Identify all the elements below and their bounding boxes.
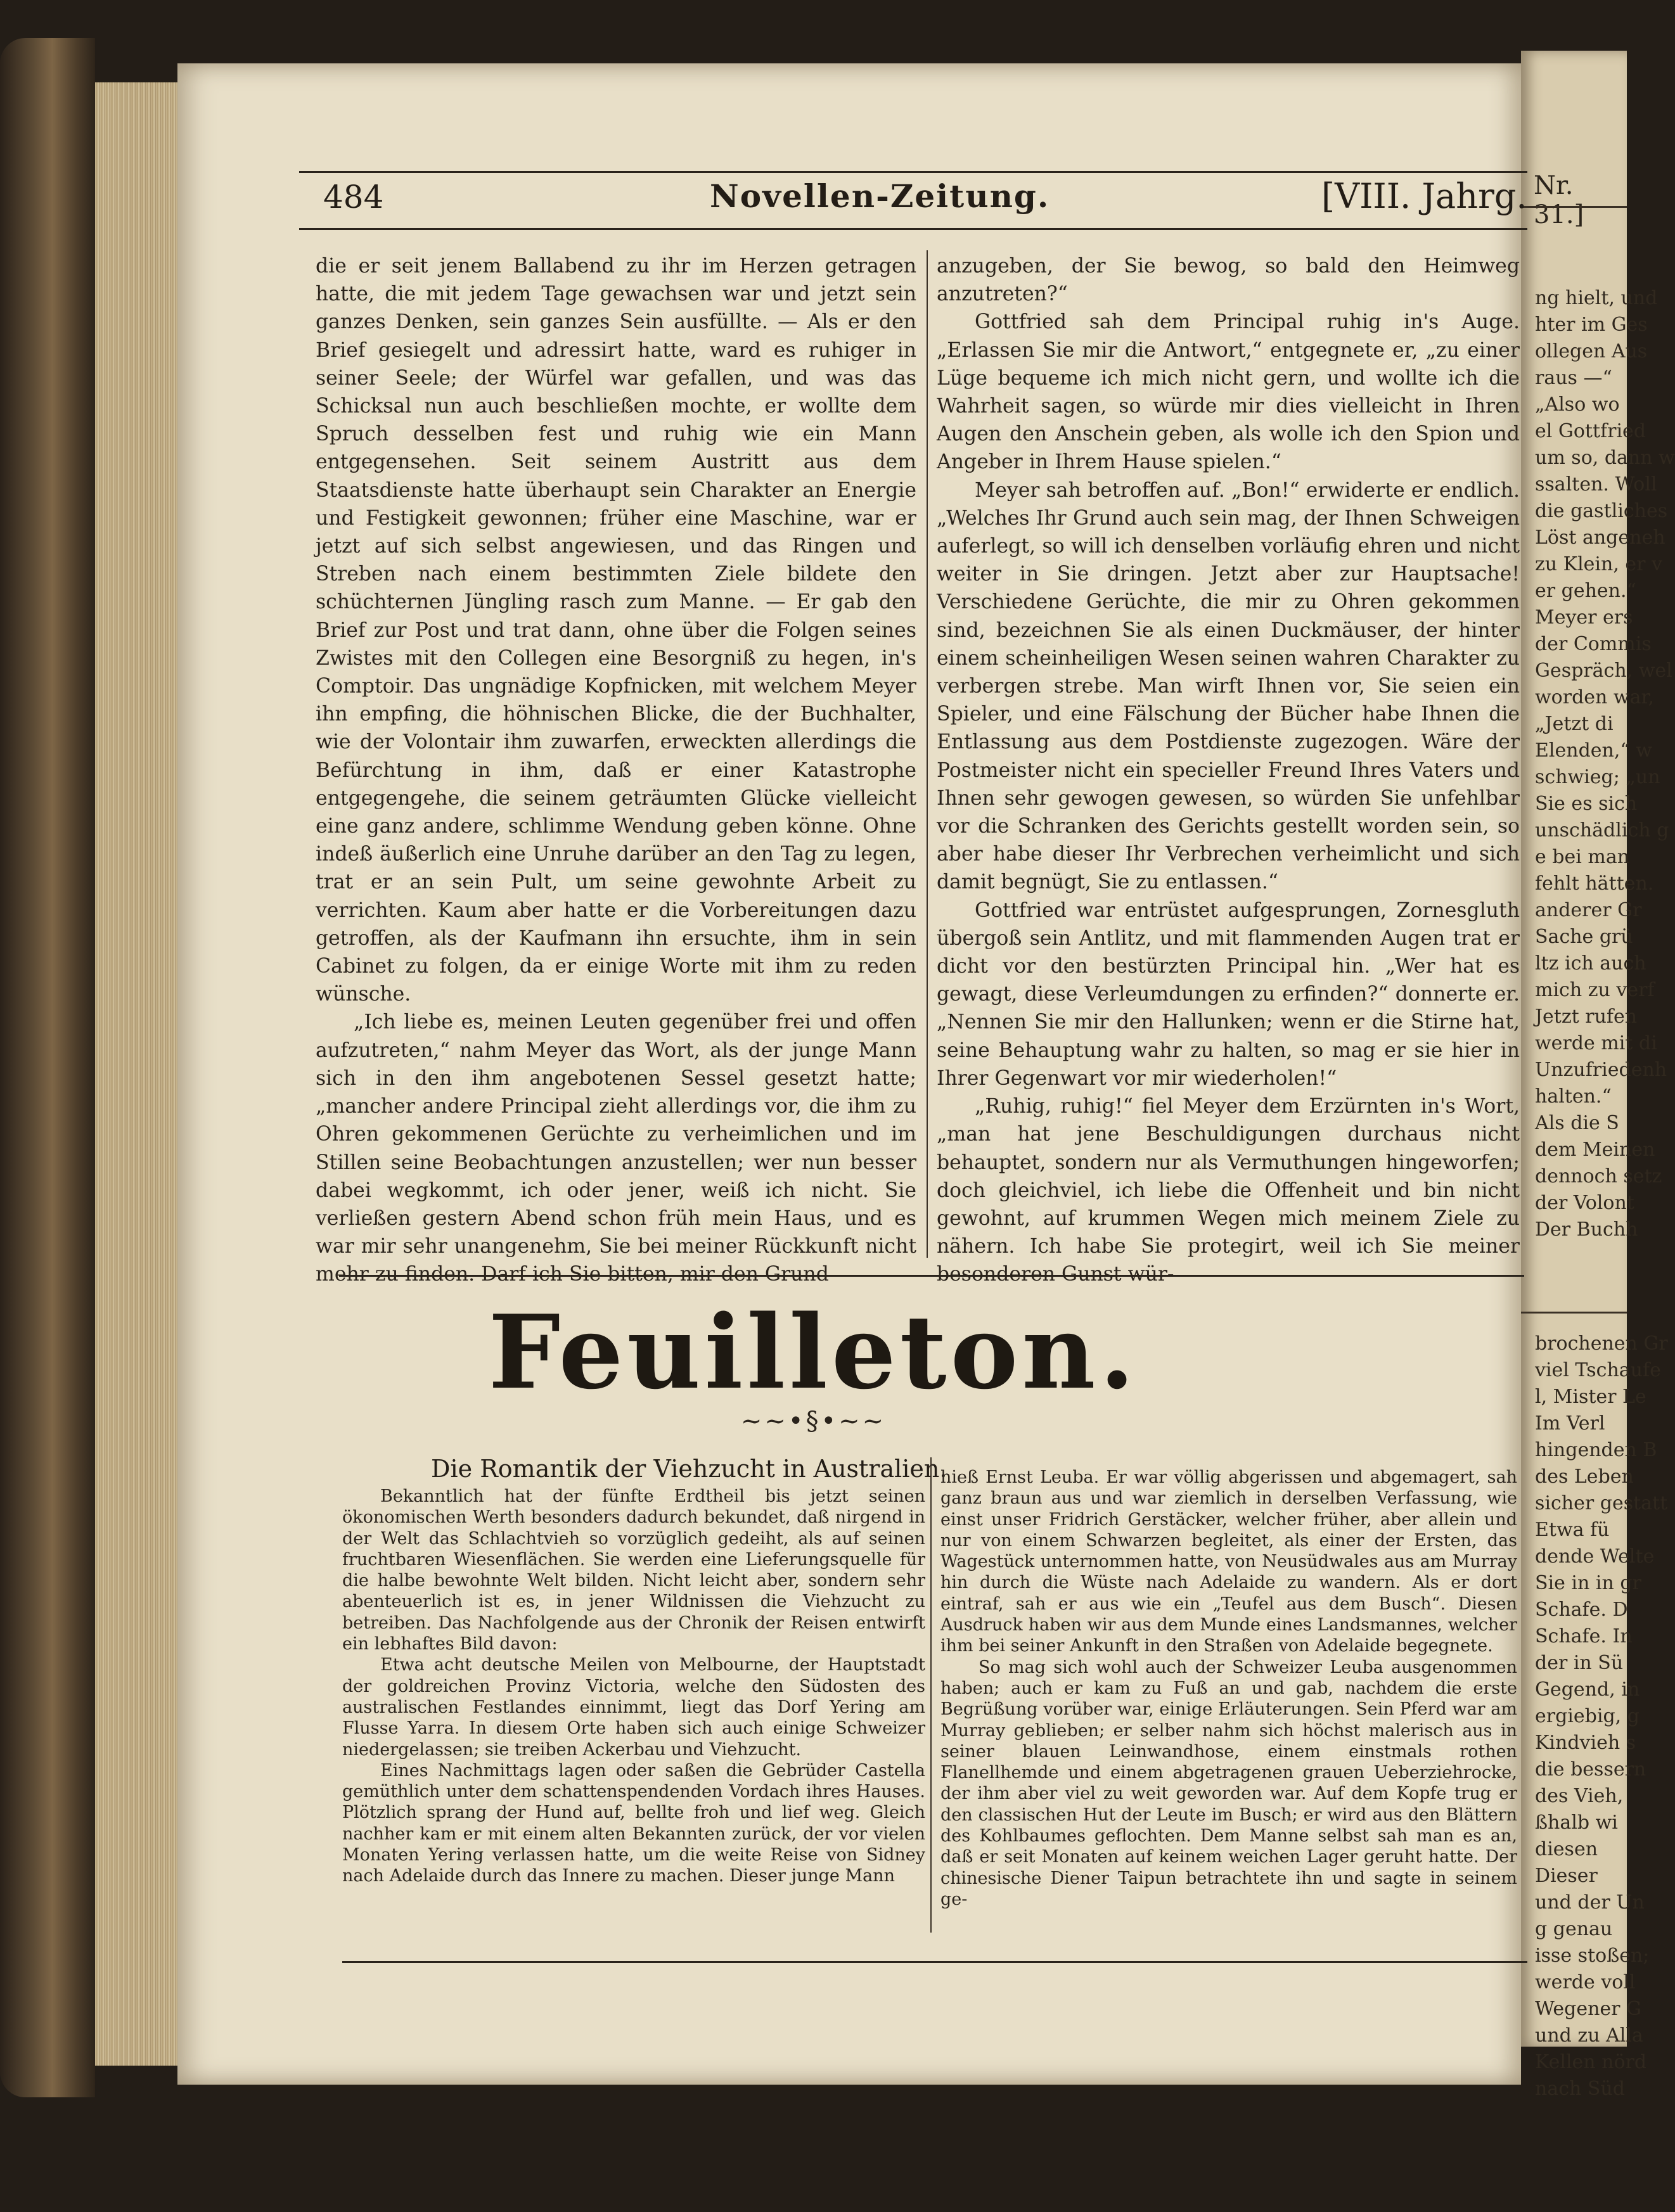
novel-paragraph: die er seit jenem Ballabend zu ihr im Herzen getragen hatte, die mit jedem Tage gewachsen war und jetzt sein ganzes Denken, sein ganzes Sein ausfüllte. — Als er den Brief gesiegelt und adressirt hatte, ward es ruhiger in seiner Seele; der Würfel war gefallen, und was das Schicksal nun auch beschließen mochte, er wollte dem Spruch desselben fest und ruhig wie ein Mann entgegensehen. Seit seinem Austritt aus dem Staatsdienste hatte überhaupt sein Charakter an Energie und Festigkeit gewonnen; früher eine Maschine, war er jetzt auf sich selbst angewiesen, und das Ringen und Streben nach einem bestimmten Ziele bildete den schüchternen Jüngling rasch zum Manne. — Er gab den Brief zur Post und trat dann, ohne über die Folgen seines Zwistes mit den Collegen eine Besorgniß zu hegen, in's Comptoir. Das ungnädige Kopfnicken, mit welchem Meyer ihn empfing, die höhnischen Blicke, die der Buchhalter, wie der Volontair ihm zuwarfen, erweckten allerdings die Befürchtung in ihm, daß er einer Katastrophe entgegengehe, die seinem geträumten Glücke vielleicht eine ganz andere, schlimme Wendung geben könne. Ohne indeß äußerlich eine Unruhe darüber an den Tag zu legen, trat er an sein Pult, um seine gewohnte Arbeit zu verrichten. Kaum aber hatte er die Vorbereitungen dazu getroffen, als der Kaufmann ihn ersuchte, ihm in sein Cabinet zu folgen, da er einige Worte mit ihm zu reden wünsche. [316,255,916,1006]
adjacent-text-line: Löst angeneh [1535,527,1665,549]
adjacent-text-line: die gastliches [1535,500,1668,522]
journal-title: Novellen-Zeitung. [710,177,1050,215]
adjacent-text-line: hter im Ges [1535,314,1648,336]
header-bottom-rule [299,228,1527,230]
adjacent-text-line: Der Buchh [1535,1218,1638,1241]
adjacent-text-line: des Leben [1535,1466,1634,1488]
adjacent-text-line: werde mit di [1535,1032,1657,1054]
page-bottom-rule [342,1961,1527,1963]
adjacent-text-line: sicher gestatt [1535,1492,1668,1514]
adjacent-text-line: nach Süd [1535,2078,1625,2100]
adjacent-text-line: Jetzt rufen [1535,1006,1638,1028]
feuilleton-paragraph: Eines Nachmittags lagen oder saßen die Gebrüder Castella gemüthlich unter dem schattenspendenden Vordach ihres Hauses. Plötzlich sprang der Hund auf, bellte froh und lief weg. Gleich nachher kam er mit einem alten Bekannten zurück, der vor vielen Monaten Yering verlassen hatte, um die weite Reise von Sidney nach Adelaide durch das Innere zu machen. Dieser junge Mann [342,1760,925,1886]
adjacent-text-line: hingenden B [1535,1439,1657,1461]
adjacent-text-line: Gespräch, wel [1535,660,1672,682]
article-title: Die Romantik der Viehzucht in Australien. [431,1455,947,1483]
adjacent-text-line: brochenen Gr [1535,1333,1668,1355]
feuilleton-column-divider [930,1457,932,1933]
adjacent-text-line: Dieser [1535,1865,1598,1887]
adjacent-text-line: Unzufriedenh [1535,1059,1667,1081]
feuilleton-paragraph: Etwa acht deutsche Meilen von Melbourne, der Hauptstadt der goldreichen Provinz Victoria, welche den Südosten des australischen Festlandes einnimmt, liegt das Dorf Yering am Flusse Yarra. In diesem Orte haben sich auch einige Schweizer niedergelassen; sie treiben Ackerbau und Viehzucht. [342,1655,925,1760]
adjacent-text-line: und der Un [1535,1891,1645,1914]
page-edges [95,82,184,2066]
adjacent-text-line: ßhalb wi [1535,1812,1618,1834]
adjacent-text-line: „Also wo [1535,393,1620,416]
feuilleton-left-column [342,1486,925,1887]
ornament-divider: ~~•§•~~ [740,1407,887,1436]
adjacent-text-line: ltz ich auch [1535,952,1646,975]
adjacent-text-line: der in Sü [1535,1652,1624,1674]
feuilleton-paragraph: hieß Ernst Leuba. Er war völlig abgerissen und abgemagert, sah ganz braun aus und war ziemlich in derselben Verfassung, wie einst unser Fridrich Gerstäcker, welcher früher, aber allein und nur von einem Schwarzen begleitet, als einer der Ersten, das Wagestück unternommen hatte, von Neusüdwales aus am Murray hin durch die Wüste nach Adelaide zu wandern. Als er dort eintraf, sah er aus wie ein „Teufel aus dem Busch“. Diesen Ausdruck haben wir aus dem Munde eines Landsmannes, welcher ihm bei seiner Ankunft in den Straßen von Adelaide begegnete. [940,1467,1517,1656]
novel-paragraph: Gottfried sah dem Principal ruhig in's Auge. „Erlassen Sie mir die Antwort,“ entgegnete er, „zu einer Lüge bequeme ich mich nicht gern, und wollte ich die Wahrheit sagen, so würde mir dies vielleicht in Ihren Augen den Anschein geben, als wolle ich den Spion und Angeber in Ihrem Hause spielen.“ [937,310,1520,474]
adjacent-text-line: ssalten. Woll [1535,473,1657,495]
adjacent-text-line: und zu Alla [1535,2024,1643,2047]
adjacent-page [1521,51,1675,2100]
header-top-rule [299,171,1527,173]
adjacent-text-line: Gegend, in [1535,1678,1640,1701]
adjacent-text-line: halten.“ [1535,1085,1612,1108]
adjacent-text-line: Kindvieh s [1535,1732,1636,1754]
adjacent-text-line: fehlt hätten. [1535,873,1654,895]
novel-left-column [316,252,916,1289]
adjacent-text-line: Etwa fü [1535,1519,1610,1541]
adjacent-text-line: zu Klein, er v [1535,553,1662,575]
feuilleton-heading: Feuilleton. [488,1293,1139,1412]
adjacent-text-line: worden war, [1535,686,1655,708]
feuilleton-top-rule [339,1275,1524,1277]
adjacent-text-line: ng hielt, und [1535,287,1658,309]
adjacent-text-line: Wegener G [1535,1998,1642,2020]
adjacent-text-line: schwieg; „un [1535,766,1660,788]
adjacent-text-line: ergiebig, g [1535,1705,1640,1727]
adjacent-text-line: e bei man [1535,846,1630,868]
novel-paragraph: Meyer sah betroffen auf. „Bon!“ erwiderte er endlich. „Welches Ihr Grund auch sein mag, der Ihnen Schweigen auferlegt, so will ich denselben vorläufig ehren und nicht weiter in Sie dringen. Jetzt aber zur Hauptsache! Verschiedene Gerüchte, die mir zu Ohren gekommen sind, bezeichnen Sie als einen Duckmäuser, der hinter einem scheinheiligen Wesen seinen wahren Charakter zu verbergen strebe. Man wirft Ihnen vor, Sie seien ein Spieler, und eine Fälschung der Bücher habe Ihnen die Entlassung aus dem Postdienste zugezogen. Wäre der Postmeister nicht ein specieller Freund Ihres Vaters und Ihnen sehr gewogen gewesen, so würden Sie unfehlbar vor die Schranken des Gerichts gestellt worden sein, so aber habe dieser Ihr Verbrechen verheimlicht und sich damit begnügt, Sie zu entlassen.“ [937,478,1520,894]
adjacent-text-line: Sie es sich [1535,793,1638,815]
adjacent-text-line: dende Welte [1535,1545,1655,1568]
adjacent-text-line: der Commis [1535,633,1652,655]
adjacent-text-line: el Gottfried [1535,420,1646,442]
adjacent-page-header: Nr. 31.] [1534,171,1584,229]
adjacent-text-line: g genau [1535,1918,1613,1940]
adjacent-text-line: unschädlich g [1535,819,1669,841]
volume-label: [VIII. Jahrg. [1321,176,1527,216]
adjacent-upper-text [1535,285,1675,1243]
adjacent-text-line: Meyer ers [1535,606,1633,629]
adjacent-text-line: Schafe. D [1535,1599,1628,1621]
adjacent-text-line: Elenden,“ w [1535,739,1652,762]
adjacent-text-line: des Vieh, [1535,1785,1624,1807]
adjacent-text-line: mich zu verf [1535,979,1655,1001]
adjacent-text-line: Kellen nörd [1535,2051,1647,2073]
novel-paragraph: „Ich liebe es, meinen Leuten gegenüber frei und offen aufzutreten,“ nahm Meyer das Wort, als der junge Mann sich in den ihm angebotenen Sessel gesetzt hatte; „mancher andere Principal zieht allerdings vor, die ihm zu Ohren gekommenen Gerüchte zu verheimlichen und im Stillen seine Beobachtungen anzustellen; wer nun besser dabei wegkommt, ich oder jener, weiß ich nicht. Sie verließen gestern Abend schon früh mein Haus, und es war mir sehr unangenehm, Sie bei meiner Rückkunft nicht mehr zu finden. Darf ich Sie bitten, mir den Grund [316,1011,916,1286]
adjacent-text-line: er gehen.“ [1535,580,1636,602]
adjacent-text-line: dem Meinen [1535,1139,1655,1161]
adjacent-text-line: l, Mister Le [1535,1386,1646,1408]
adjacent-text-line: dennoch setz [1535,1165,1662,1187]
feuilleton-paragraph: So mag sich wohl auch der Schweizer Leuba ausgenommen haben; auch er kam zu Fuß an und gab, nachdem die erste Begrüßung vorüber war, einige Erläuterungen. Sein Pferd war am Murray geblieben; er selber nahm sich höchst malerisch aus in seiner blauen Leinwandhose, einem einstmals rothen Flanellhemde und einem abgetragenen grauen Ueberziehrocke, der ihm aber viel zu weit geworden war. Auf dem Kopfe trug er den classischen Hut der Leute im Busch; er wird aus den Blättern des Kohlbaumes geflochten. Dem Manne selbst sah man es an, daß er seit Monaten auf keinem weichen Lager geruht hatte. Der chinesische Diener Taipun betrachtete ihn und sagte in seinem ge- [940,1657,1517,1909]
adjacent-text-line: Im Verl [1535,1412,1605,1435]
adjacent-text-line: ollegen Aus [1535,340,1648,362]
feuilleton-right-column [940,1467,1517,1910]
adjacent-text-line: diesen [1535,1838,1598,1860]
novel-right-column [937,252,1520,1289]
adjacent-header-rule [1521,206,1627,208]
adjacent-text-line: Sache grü [1535,926,1633,948]
adjacent-text-line: Schafe. In [1535,1625,1633,1647]
feuilleton-paragraph: Bekanntlich hat der fünfte Erdtheil bis jetzt seinen ökonomischen Werth besonders dadurch bekundet, daß nirgend in der Welt das Schlachtvieh so vorzüglich gedeiht, als auf seinen fruchtbaren Wiesenflächen. Sie werden eine Lieferungsquelle für die halbe bewohnte Welt bilden. Nicht leicht aber, sondern sehr abenteuerlich ist es, in jener Wildnissen die Viehzucht zu betreiben. Das Nachfolgende aus der Chronik der Reisen entwirft ein lebhaftes Bild davon: [342,1486,925,1654]
adjacent-text-line: der Volont [1535,1192,1634,1214]
adjacent-text-line: „Jetzt di [1535,713,1614,735]
adjacent-text-line: viel Tschaufe [1535,1359,1661,1381]
adjacent-text-line: die bessern [1535,1758,1646,1780]
column-divider [927,250,928,1258]
book-spine [0,38,95,2097]
adjacent-text-line: isse stoßen; [1535,1945,1650,1967]
adjacent-text-line: anderer Gr [1535,899,1642,921]
adjacent-text-line: Sie in in gr [1535,1572,1641,1594]
novel-paragraph: Gottfried war entrüstet aufgesprungen, Zornesgluth übergoß sein Antlitz, und mit flammenden Augen trat er dicht vor den bestürzten Principal hin. „Wer hat es gewagt, diese Verleumdungen zu erfinden?“ donnerte er. „Nennen Sie mir den Hallunken; wenn er die Stirne hat, seine Behauptung wahr zu halten, so mag er sie hier in Ihrer Gegenwart vor mir wiederholen!“ [937,898,1520,1090]
adjacent-lower-text [1535,1331,1668,2102]
novel-paragraph: „Ruhig, ruhig!“ fiel Meyer dem Erzürnten in's Wort, „man hat jene Beschuldigungen durchaus nicht behauptet, sondern nur als Vermuthungen hingeworfen; doch gleichviel, ich liebe die Offenheit und bin nicht gewohnt, auf krummen Wegen mich meinem Ziele zu nähern. Ich habe Sie protegirt, weil ich Sie meiner besonderen Gunst wür- [937,1095,1520,1286]
novel-paragraph: anzugeben, der Sie bewog, so bald den Heimweg anzutreten?“ [937,255,1520,306]
adjacent-text-line: um so, dann w [1535,447,1675,469]
adjacent-text-line: werde voll [1535,1971,1636,1993]
adjacent-text-line: Als die S [1535,1112,1619,1134]
page-number: 484 [323,179,384,215]
adjacent-text-line: raus —“ [1535,367,1612,389]
